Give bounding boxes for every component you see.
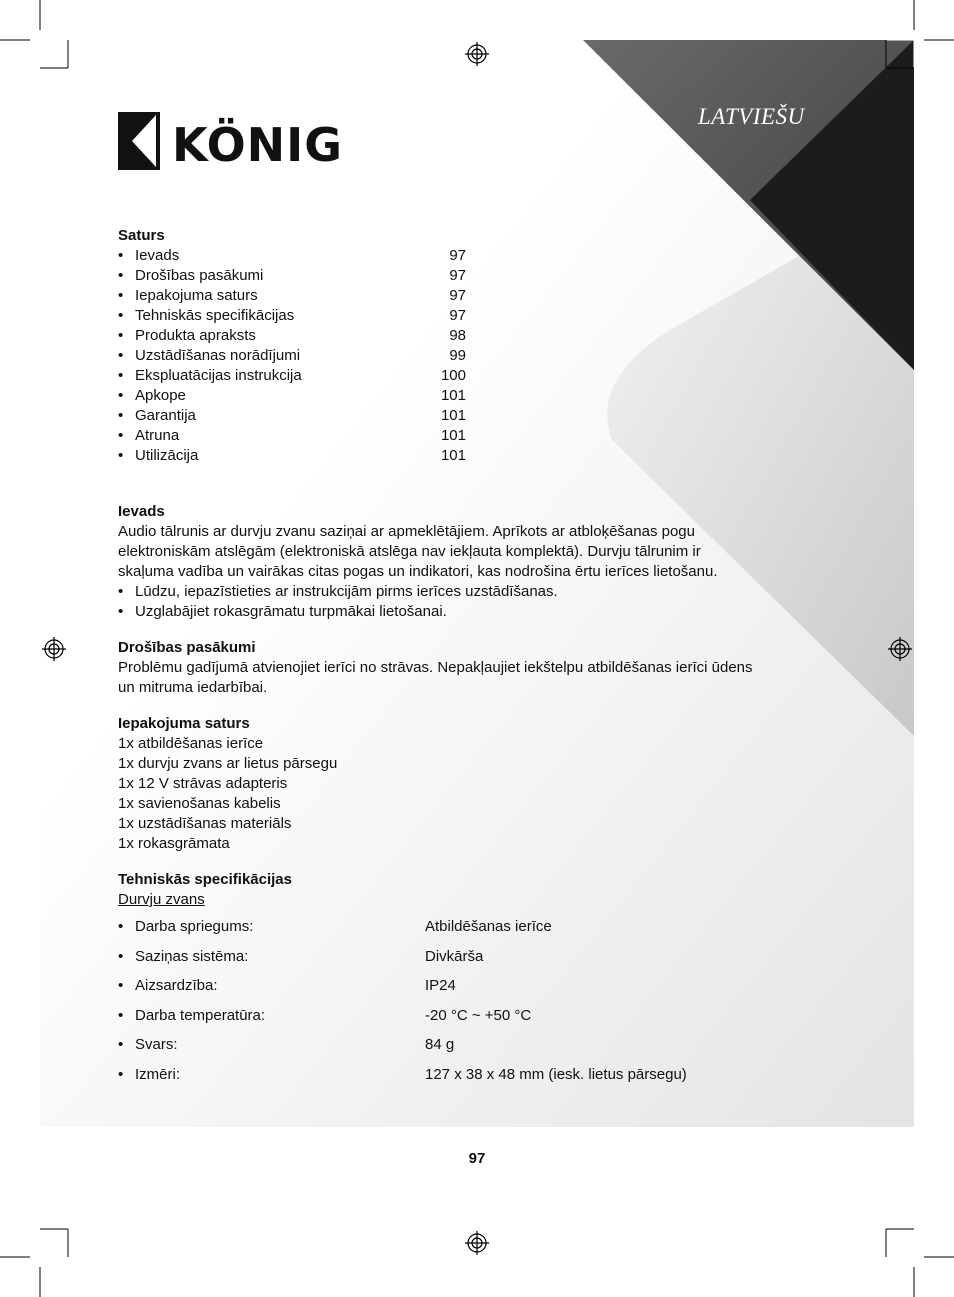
safety-paragraph: Problēmu gadījumā atvienojiet ierīci no strāvas. Nepakļaujiet iekštelpu atbildēšanas ierīci ūdens un mitruma iedarbībai.: [118, 659, 753, 696]
package-item: 1x uzstādīšanas materiāls: [118, 815, 292, 832]
package-item: 1x rokasgrāmata: [118, 835, 230, 852]
intro-bullets: [118, 582, 758, 622]
konig-logo-mark: [118, 112, 342, 172]
specs-subtitle: Durvju zvans: [118, 891, 205, 908]
specs-title: Tehniskās specifikācijas: [118, 871, 292, 888]
toc-item: • Uzstādīšanas norādījumi 99: [118, 347, 466, 364]
toc-item: • Drošības pasākumi 97: [118, 267, 466, 284]
spec-row: • Darba temperatūra: -20 °C ~ +50 °C: [118, 1006, 532, 1024]
list-item: • Uzglabājiet rokasgrāmatu turpmākai lietošanai.: [118, 603, 447, 620]
spec-row: • Svars: 84 g: [118, 1036, 455, 1053]
spec-row: • Aizsardzība: IP24: [118, 977, 456, 994]
spec-row: • Izmēri: 127 x 38 x 48 mm (iesk. lietus pārsegu): [118, 1065, 687, 1083]
intro-paragraph: Audio tālrunis ar durvju zvanu saziņai ar apmeklētājiem. Aprīkots ar atbloķēšanas pogu elektroniskām atslēgām (elektroniskā atslēga nav iekļauta komplektā). Durvju tālrunim ir skaļuma vadība un vairākas citas pogas un indikatori, kas nodrošina ērtu ierīces lietošanu.: [118, 523, 718, 580]
package-item: 1x savienošanas kabelis: [118, 795, 281, 812]
safety-title: Drošības pasākumi: [118, 639, 256, 656]
toc-item: • Ievads 97: [118, 247, 466, 264]
main-content: [118, 226, 758, 1094]
konig-logo: [118, 112, 342, 177]
toc-item: • Ekspluatācijas instrukcija 100: [118, 367, 466, 384]
package-item: 1x 12 V strāvas adapteris: [118, 775, 288, 792]
package-item: 1x durvju zvans ar lietus pārsegu: [118, 755, 338, 772]
svg-text:KÖNIG: KÖNIG: [172, 118, 342, 172]
toc-item: • Produkta apraksts 98: [118, 327, 466, 344]
toc-item: • Utilizācija 101: [118, 447, 466, 464]
toc-item: • Tehniskās specifikācijas 97: [118, 307, 466, 324]
language-label: LATVIEŠU: [698, 104, 805, 129]
toc-item: • Atruna 101: [118, 427, 466, 444]
specs-list: [118, 917, 758, 1094]
toc-title: Saturs: [118, 227, 165, 244]
toc-item: • Apkope 101: [118, 387, 466, 404]
toc-list: [118, 246, 758, 466]
package-item: 1x atbildēšanas ierīce: [118, 735, 264, 752]
list-item: • Lūdzu, iepazīstieties ar instrukcijām pirms ierīces uzstādīšanas.: [118, 583, 558, 600]
package-title: Iepakojuma saturs: [118, 715, 250, 732]
page-number: 97: [468, 1150, 486, 1167]
registration-mark-bottom: [465, 1231, 489, 1255]
intro-title: Ievads: [118, 503, 165, 520]
spec-row: • Darba spriegums: Atbildēšanas ierīce: [118, 918, 552, 935]
toc-item: • Garantija 101: [118, 407, 466, 424]
spec-row: • Saziņas sistēma: Divkārša: [118, 947, 484, 965]
toc-item: • Iepakojuma saturs 97: [118, 287, 466, 304]
